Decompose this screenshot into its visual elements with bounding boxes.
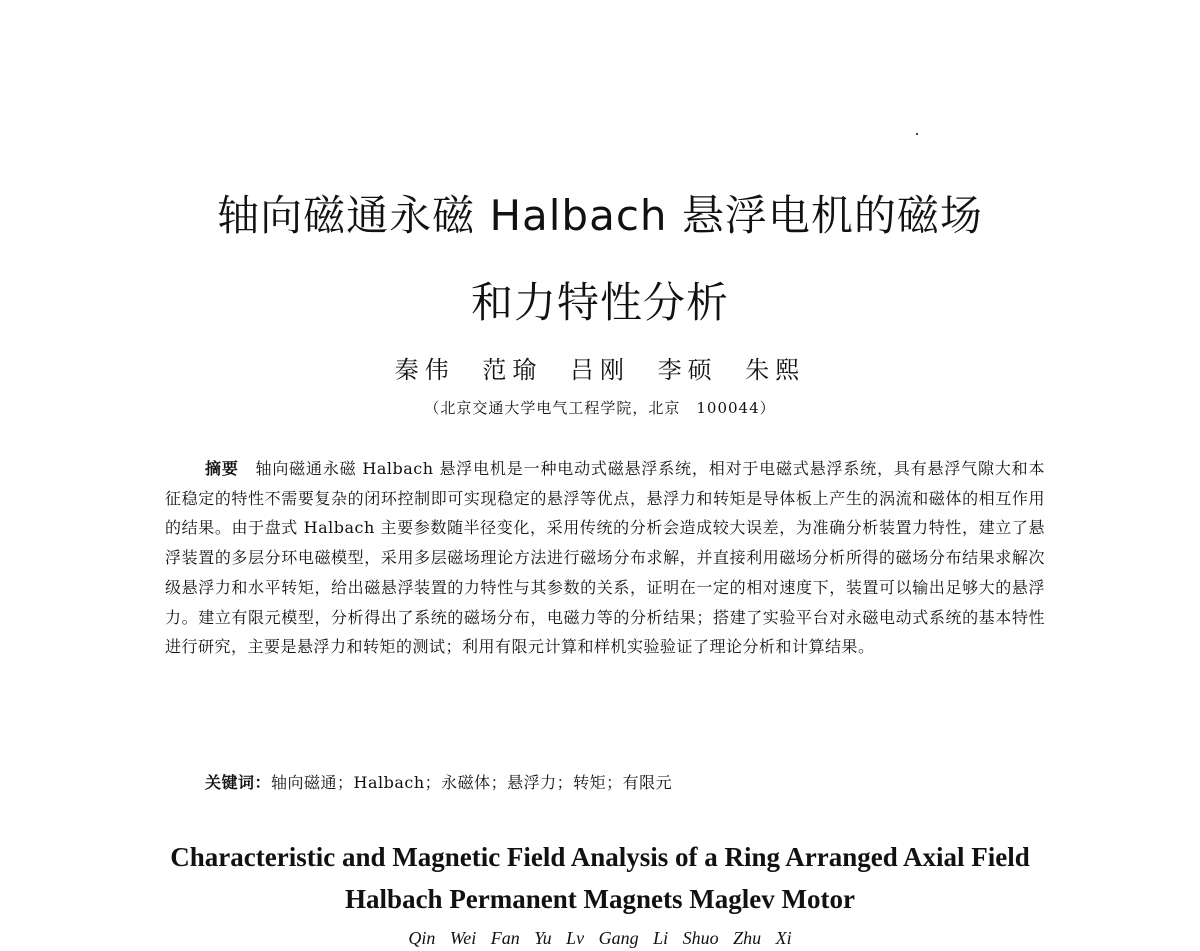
title-en-line2: Halbach Permanent Magnets Maglev Motor: [345, 884, 855, 914]
keywords-line: [205, 770, 672, 793]
scan-speck: [916, 133, 918, 135]
abstract-block: [165, 454, 1045, 662]
abstract-text: 轴向磁通永磁 Halbach 悬浮电机是一种电动式磁悬浮系统，相对于电磁式悬浮系统，具有悬浮气隙大和本征稳定的特性不需要复杂的闭环控制即可实现稳定的悬浮等优点，悬浮力和转矩是导体板上产生的涡流和磁体的相互作用的结果。由于盘式 Halbach 主要参数随半径变化，采用传统的分析会造成较大误差，为准确分析装置力特性，建立了悬浮装置的多层分环电磁模型，采用多层磁场理论方法进行磁场分布求解，并直接利用磁场分析所得的磁场分布结果求解次级悬浮力和水平转矩，给出磁悬浮装置的力特性与其参数的关系，证明在一定的相对速度下，装置可以输出足够大的悬浮力。建立有限元模型，分析得出了系统的磁场分布，电磁力等的分析结果；搭建了实验平台对永磁电动式系统的基本特性进行研究，主要是悬浮力和转矩的测试；利用有限元计算和样机实验验证了理论分析和计算结果。: [165, 459, 1045, 657]
keywords-text: 轴向磁通；Halbach；永磁体；悬浮力；转矩；有限元: [271, 773, 673, 792]
authors-en: Qin Wei Fan Yu Lv Gang Li Shuo Zhu Xi: [408, 928, 792, 948]
affiliation-cn: （北京交通大学电气工程学院，北京 100044）: [424, 399, 776, 417]
abstract-label: 摘要: [205, 459, 239, 478]
title-cn-line2: 和力特性分析: [470, 278, 729, 327]
title-en-line1: Characteristic and Magnetic Field Analysis of a Ring Arranged Axial Field: [170, 842, 1030, 872]
authors-cn: 秦伟 范瑜 吕刚 李硕 朱熙: [394, 356, 806, 384]
abstract-paragraph: [165, 454, 1045, 662]
title-cn-line1: 轴向磁通永磁 Halbach 悬浮电机的磁场: [217, 191, 983, 240]
keywords-label: 关键词：: [205, 773, 272, 792]
